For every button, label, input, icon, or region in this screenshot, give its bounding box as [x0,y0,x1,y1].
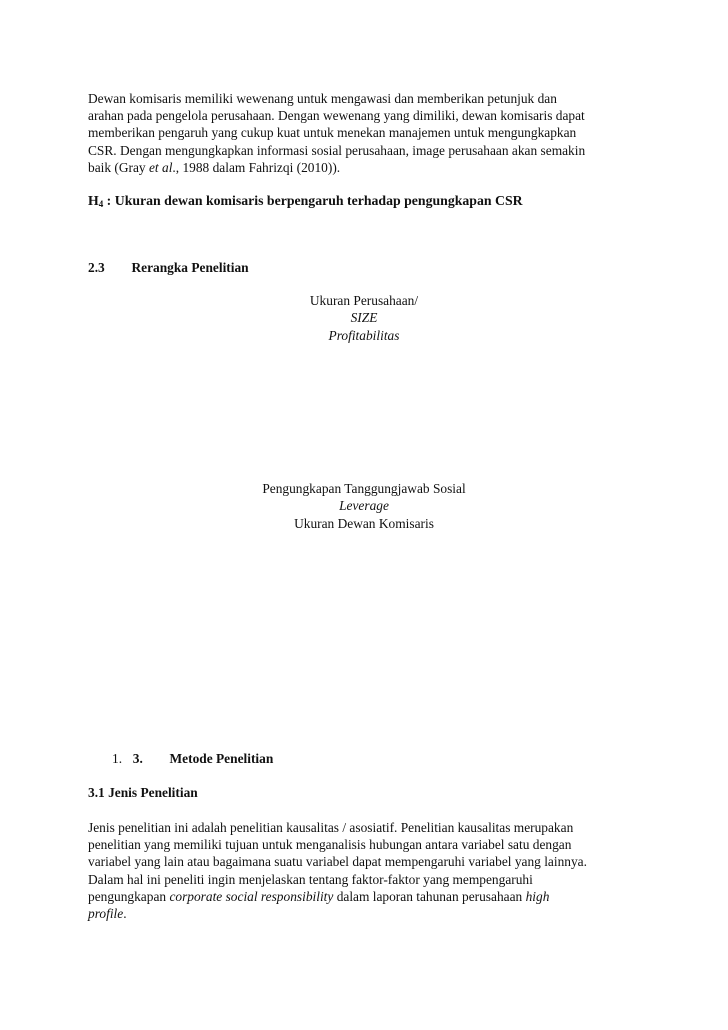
framework-independent-variables [88,292,640,344]
paragraph-line [88,905,640,922]
variable-size-label: Ukuran Perusahaan/ [309,293,419,308]
list-marker: 1. [112,751,123,766]
variable-csr-disclosure: Pengungkapan Tanggungjawab Sosial [262,481,466,496]
paragraph-line: memberikan pengaruh yang cukup kuat untuk menekan manajemen untuk mengungkapkan [88,125,577,141]
hypothesis-label: H [88,193,99,208]
paragraph-line: CSR. Dengan mengungkapkan informasi sosial perusahaan, image perusahaan akan semakin [88,142,586,158]
text-segment: . [123,906,127,922]
paragraph-jenis-penelitian [88,819,640,922]
section-number: 3. [132,751,143,766]
hypothesis-h4 [88,193,523,209]
variable-board-size: Ukuran Dewan Komisaris [294,515,434,531]
variable-size-italic: SIZE [350,310,378,326]
hypothesis-text: : Ukuran dewan komisaris berpengaruh terhadap pengungkapan CSR [103,193,523,208]
section-title: Rerangka Penelitian [131,260,249,275]
citation-text: baik (Gray [88,159,149,175]
paragraph-line: variabel yang lain atau bagaimana suatu variabel dapat mempengaruhi variabel yang lainnya. [88,854,587,870]
italic-term-profile: profile [88,906,124,922]
section-heading-3-1: 3.1 Jenis Penelitian [88,785,198,800]
citation-text-end: ., 1988 dalam Fahrizqi (2010)). [172,159,341,175]
paragraph-line: penelitian yang memiliki tujuan untuk menganalisis hubungan antara variabel satu dengan [88,837,572,853]
section-title: Metode Penelitian [169,751,274,766]
section-heading-2-3 [88,260,249,276]
citation-italic: et al [148,159,173,175]
paragraph-line: Dalam hal ini peneliti ingin menjelaskan tentang faktor-faktor yang mempengaruhi [88,871,533,887]
variable-profitabilitas: Profitabilitas [328,327,400,343]
framework-line [88,327,640,344]
section-number: 2.3 [88,260,105,275]
text-segment: pengungkapan [88,888,170,904]
italic-term-csr: corporate social responsibility [169,888,334,904]
text-segment: dalam laporan tahunan perusahaan [333,888,526,904]
section-heading-3 [112,751,273,767]
paragraph-line: Dewan komisaris memiliki wewenang untuk mengawasi dan memberikan petunjuk dan [88,91,557,106]
framework-variables-block [88,480,640,532]
paragraph-dewan-komisaris [88,90,640,176]
paragraph-line [88,159,640,176]
italic-term-high: high [525,888,550,904]
framework-line [88,292,640,327]
paragraph-line: arahan pada pengelola perusahaan. Dengan wewenang yang dimiliki, dewan komisaris dapat [88,108,585,124]
hypothesis-subscript: 4 [98,199,104,209]
variable-leverage: Leverage [339,498,389,514]
paragraph-line [88,888,640,905]
paragraph-line: Jenis penelitian ini adalah penelitian kausalitas / asosiatif. Penelitian kausalitas merupakan [88,820,574,835]
framework-line [88,497,640,514]
